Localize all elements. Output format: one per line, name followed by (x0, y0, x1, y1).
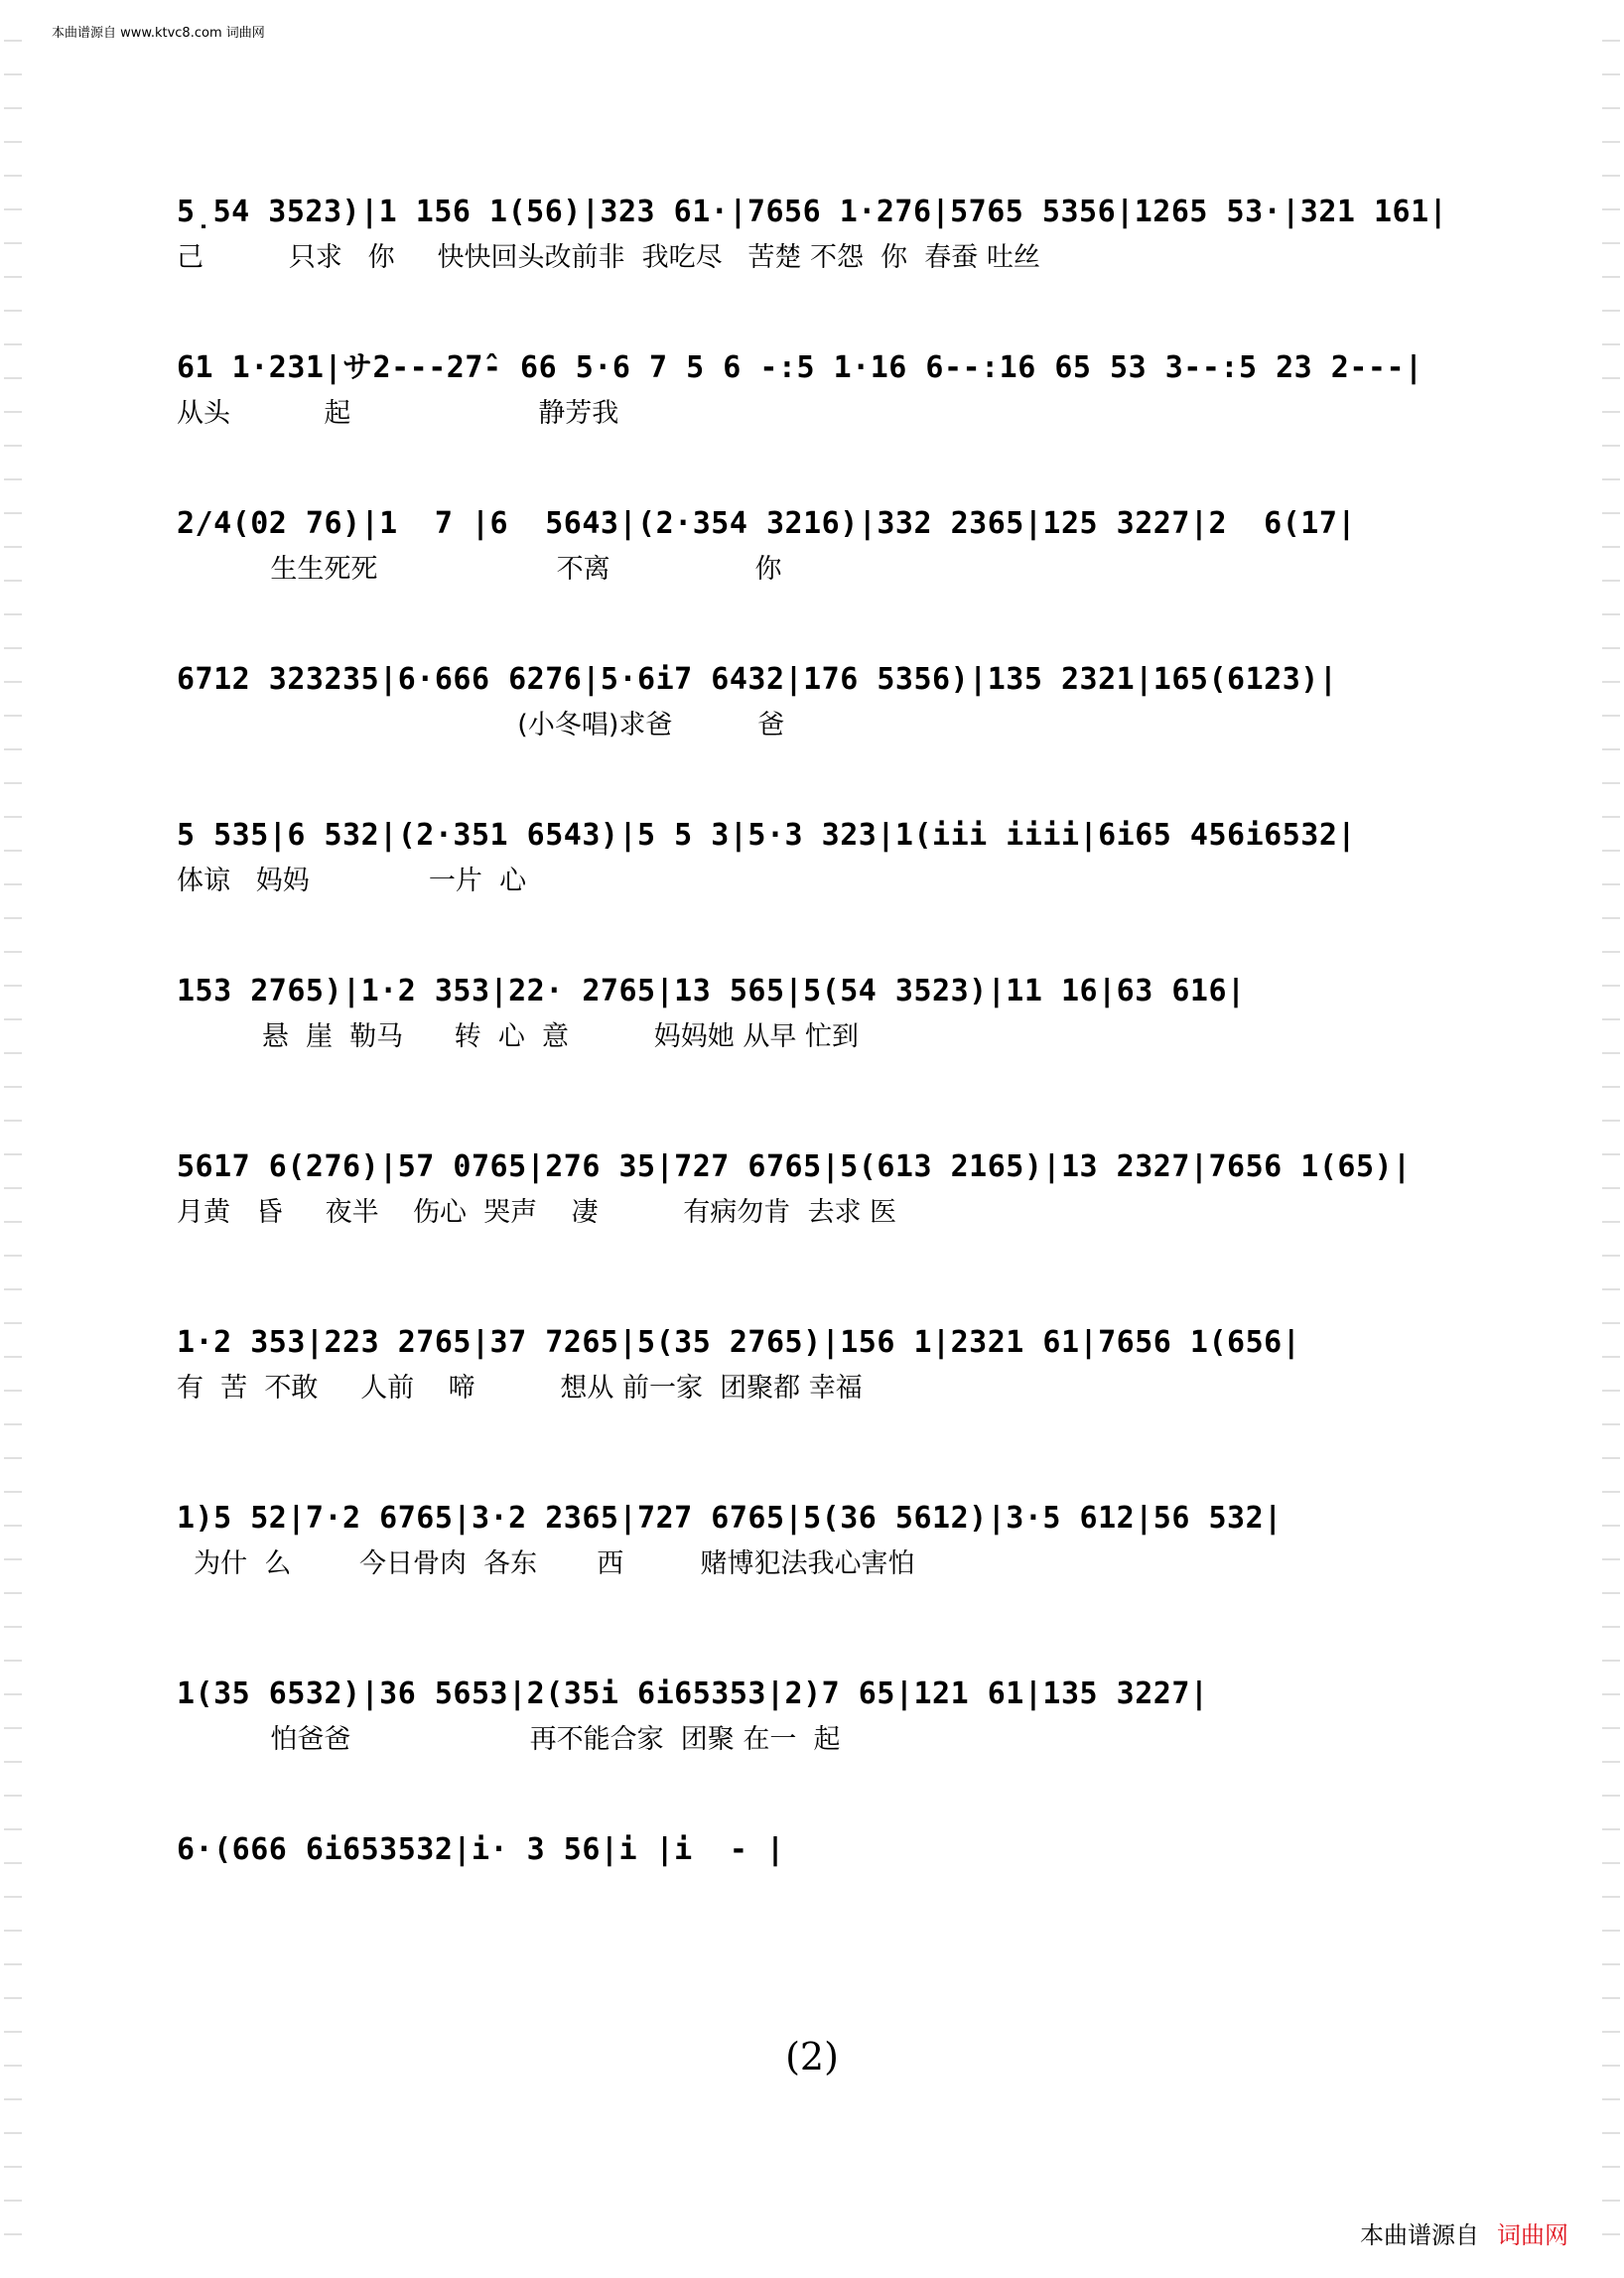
score-system (177, 189, 1467, 280)
score-system (177, 1826, 1467, 1918)
lyric-line: 为什 么 今日骨肉 各东 西 赌博犯法我心害怕 (177, 1548, 915, 1579)
score-system (177, 344, 1467, 436)
notation-line: 61 1·231|サ2---27̂- 66 5·6 7 5 6 -:5 1·16 6--:16 65 53 3--:5 23 2---| (177, 350, 1423, 385)
footer-source-label: 本曲谱源自 (1360, 2221, 1479, 2249)
lyric-line: (小冬唱)求爸 爸 (177, 710, 785, 740)
footer-brand-link[interactable]: 词曲网 (1497, 2221, 1568, 2249)
page-number: (2) (785, 2035, 839, 2078)
score-system (177, 1319, 1467, 1410)
lyric-line: 怕爸爸 再不能合家 团聚 在一 起 (177, 1724, 841, 1755)
score-system (177, 500, 1467, 592)
score-system (177, 656, 1467, 747)
score-system (177, 1143, 1467, 1235)
lyric-line (177, 1874, 1467, 1918)
lyric-line: 从头 起 静芳我 (177, 398, 619, 429)
notation-line: 5 535|6 532|(2·351 6543)|5 5 3|5·3 323|1(iii iiii|6i65 456i6532| (177, 818, 1356, 853)
score-system (177, 812, 1467, 903)
jianpu-score (177, 189, 1467, 1918)
notation-line: 2/4(02 76)|1 7 |6 5643|(2·354 3216)|332 2365|125 3227|2 6(17| (177, 506, 1356, 541)
right-margin-watermark (1602, 40, 1620, 2238)
notation-line: 1·2 353|223 2765|37 7265|5(35 2765)|156 1|2321 61|7656 1(656| (177, 1325, 1301, 1360)
lyric-line: 生生死死 不离 你 (177, 554, 782, 585)
notation-line: 6712 323235|6·666 6276|5·6i7 6432|176 5356)|135 2321|165(6123)| (177, 662, 1338, 697)
lyric-line: 体谅 妈妈 一片 心 (177, 866, 527, 896)
notation-line: 153 2765)|1·2 353|22· 2765|13 565|5(54 3523)|11 16|63 616| (177, 974, 1246, 1008)
lyric-line: 有 苦 不敢 人前 啼 想从 前一家 团聚都 幸福 (177, 1373, 863, 1404)
footer-source-note (1360, 2215, 1568, 2250)
left-margin-watermark (4, 40, 22, 2238)
lyric-line: 月黄 昏 夜半 伤心 哭声 凄 有病勿肯 去求 医 (177, 1197, 897, 1228)
notation-line: 6·(666 6i653532|i· 3 56|i |i - | (177, 1832, 785, 1867)
lyric-line: 己 只求 你 快快回头改前非 我吃尽 苦楚 不怨 你 春蚕 吐丝 (177, 242, 1040, 273)
lyric-line: 悬 崖 勒马 转 心 意 妈妈她 从早 忙到 (177, 1021, 859, 1052)
notation-line: 5617 6(276)|57 0765|276 35|727 6765|5(613 2165)|13 2327|7656 1(65)| (177, 1149, 1412, 1184)
score-system (177, 968, 1467, 1059)
notation-line: 5̣54 3523)|1 156 1(56)|323 61·|7656 1·276|5765 5356|1265 53·|321 161| (177, 195, 1448, 229)
notation-line: 1(35 6532)|36 5653|2(35i 6i65353|2)7 65|121 61|135 3227| (177, 1676, 1209, 1711)
header-source-note: 本曲谱源自 www.ktvc8.com 词曲网 (52, 26, 265, 41)
notation-line: 1)5 52|7·2 6765|3·2 2365|727 6765|5(36 5612)|3·5 612|56 532| (177, 1501, 1283, 1536)
score-system (177, 1671, 1467, 1762)
score-system (177, 1495, 1467, 1586)
